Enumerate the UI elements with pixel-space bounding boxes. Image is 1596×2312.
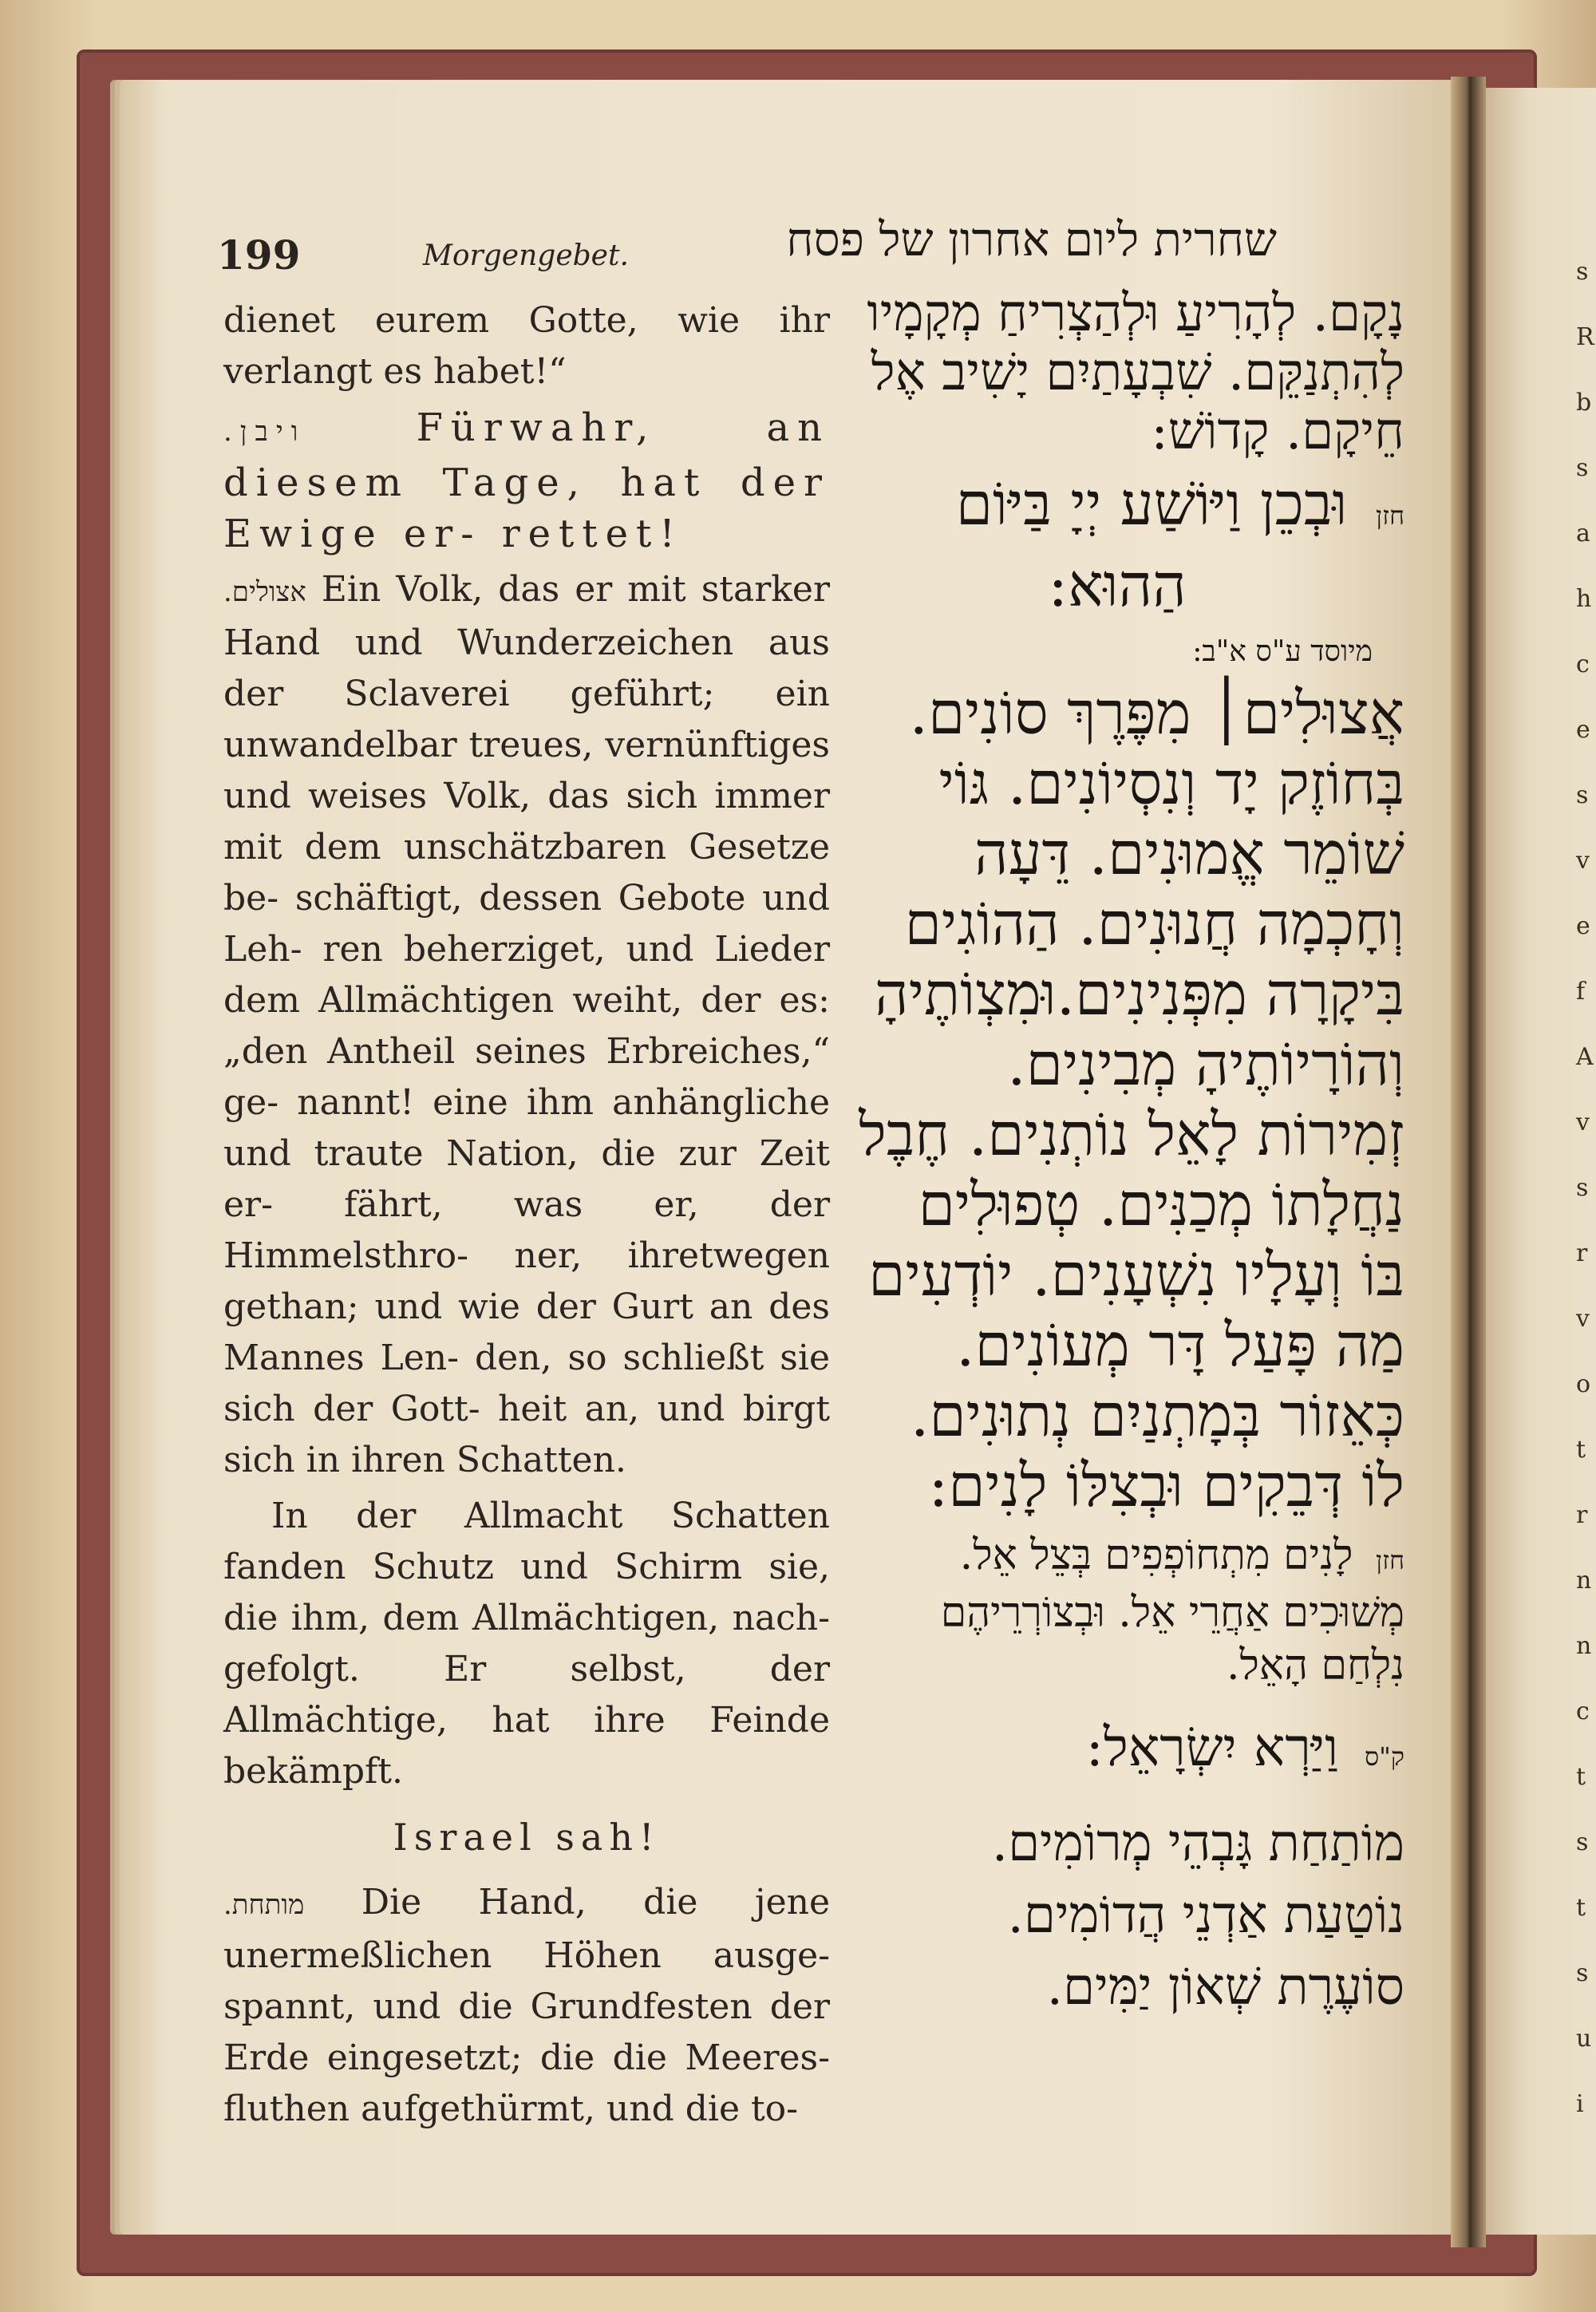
- german-paragraph-4: In der Allmacht Schatten fanden Schutz und Schirm sie, die ihm, dem Allmächtigen, nach- gefolgt. Er selbst, der Allmächtige, hat ihre Feinde bekämpft.: [223, 1496, 830, 1792]
- hazzan-cue: חזן: [1375, 1545, 1404, 1575]
- piyut-line: זְמִירוֹת לָאֵל נוֹתְנִים. חֶבֶל: [859, 1101, 1404, 1169]
- hebrew-running-header: שחרית ליום אחרון של פסח: [786, 212, 1277, 267]
- right-page-edge-text: [1576, 239, 1594, 2155]
- german-running-header: Morgengebet.: [423, 239, 629, 272]
- vayar-yisrael-title: וַיַּרְא יִשְׂרָאֵל:: [1085, 1717, 1338, 1778]
- piyut-line: לוֹ דְּבֵקִים וּבְצִלּוֹ לָנִים:: [928, 1452, 1404, 1520]
- hebrew-section-3-title: [830, 1716, 1404, 1788]
- right-page-edge-letter: f: [1576, 978, 1586, 1006]
- right-page-edge-letter: s: [1576, 1959, 1589, 1987]
- right-page-edge-letter: A: [1576, 1043, 1594, 1071]
- hebrew-line: חֵיקָם. קָדוֹשׁ:: [1151, 402, 1404, 461]
- hebrew-section-2-text: לָנִים מִתְחוֹפְפִים בְּצֵל אֵל.: [959, 1531, 1353, 1579]
- right-page-edge-letter: c: [1576, 650, 1590, 678]
- hazzan-cue: חזן: [1375, 500, 1404, 531]
- hebrew-section-3-line: מוֹתַחַת גָּבְהֵי מְרוֹמִים.: [991, 1814, 1404, 1873]
- hebrew-top-block: [830, 284, 1404, 461]
- german-paragraph-2-text: Fürwahr, an diesem Tage, hat der Ewige er- rettet!: [223, 405, 830, 556]
- right-page-edge-letter: b: [1576, 389, 1592, 417]
- hebrew-line: נָקָם. לְהָרִיעַ וּלְהַצְרִיחַ מְקָמָיו: [867, 284, 1404, 343]
- hebrew-cue-motachat: מותחת.: [223, 1889, 305, 1921]
- right-page-edge-letter: t: [1576, 1436, 1586, 1464]
- hebrew-verse-text: וּבְכֵן וַיּוֹשַׁע יְיָ בַּיּוֹם: [955, 470, 1348, 539]
- piyut-line: נַחֲלָתוֹ מְכַנִּים. טְפוּלִים: [918, 1171, 1404, 1239]
- german-paragraph-1: dienet eurem Gotte, wie ihr verlangt es habet!“: [223, 300, 830, 392]
- german-paragraph-5: [223, 1877, 830, 2135]
- piyut-line: מַה פָּעַל דָּר מְעוֹנִים.: [955, 1311, 1404, 1380]
- hebrew-cue-atsulim: אצולים.: [223, 576, 306, 608]
- piyut-line: וְחָכְמָה חֲנוּנִים. הַהוֹגִים: [904, 890, 1404, 958]
- hebrew-verse-line: [830, 469, 1404, 551]
- hebrew-cue-vayoshe: ויבן.: [223, 416, 306, 448]
- book-gutter: [1451, 77, 1486, 2247]
- piyut-line: בִּיקָרָה מִפְּנִינִים.וּמִצְוֹתֶיהָ: [875, 960, 1404, 1029]
- right-page-edge-letter: R: [1576, 323, 1594, 351]
- right-page-edge-letter: i: [1576, 2090, 1584, 2118]
- german-heading-israel-sah: Israel sah!: [393, 1816, 661, 1859]
- piyut-line: בּוֹ וְעָלָיו נִשְׁעָנִים. יוֹדְעִים: [868, 1241, 1404, 1310]
- german-paragraph-3: [223, 564, 830, 1486]
- right-page-edge-letter: t: [1576, 1763, 1586, 1791]
- right-page-edge-letter: r: [1576, 1239, 1588, 1267]
- hebrew-section-3: [830, 1808, 1404, 2023]
- right-page-edge-letter: c: [1576, 1697, 1590, 1725]
- right-page-edge-letter: h: [1576, 585, 1592, 613]
- piyut-block: [830, 678, 1404, 1521]
- hebrew-verse-block: [830, 469, 1404, 621]
- hebrew-section-2: [830, 1529, 1404, 1692]
- hebrew-section-3-line: סוֹעֶרֶת שְׁאוֹן יַמִּים.: [1046, 1958, 1404, 2017]
- hebrew-section-3-line: נוֹטַעַת אַדְנֵי הֲדוֹמִים.: [1007, 1886, 1404, 1945]
- piyut-acrostic-note: מיוסד ע"ס א"ב:: [1192, 635, 1373, 668]
- right-page-edge-letter: e: [1576, 716, 1590, 744]
- hebrew-column: [830, 276, 1404, 2023]
- piyut-line: כְּאֵזוֹר בְּמָתְנַיִם נְתוּנִים.: [910, 1381, 1404, 1450]
- right-page-edge-letter: r: [1576, 1501, 1588, 1529]
- kahal-cue: ק"ס: [1364, 1741, 1404, 1772]
- right-page-edge-letter: s: [1576, 454, 1589, 482]
- german-paragraph-2: [223, 402, 830, 559]
- piyut-line: בְּחוֹזֶק יָד וְנִסְיוֹנִים. גּוֹי: [938, 749, 1404, 818]
- right-page-edge-letter: n: [1576, 1632, 1592, 1660]
- piyut-line: וְהוֹרָיוֹתֶיהָ מְבִינִים.: [1007, 1030, 1404, 1099]
- piyut-line: שׁוֹמֵר אֱמוּנִים. דֵּעָה: [974, 820, 1404, 888]
- right-page-edge-letter: s: [1576, 1828, 1589, 1856]
- german-column: [223, 295, 830, 2140]
- hebrew-line: לְהִתְנַקֵּם. שִׁבְעָתַיִם יָשִׁיב אֶל: [871, 343, 1404, 402]
- hebrew-section-2-line: נִלְחַם הָאֵל.: [1227, 1642, 1404, 1690]
- right-page-edge-letter: e: [1576, 912, 1590, 940]
- hebrew-section-2-line: מְשׁוּכִים אַחֲרֵי אֵל. וּבְצוֹרְרֵיהֶם: [940, 1589, 1404, 1637]
- german-paragraph-3-text: Ein Volk, das er mit starker Hand und Wunderzeichen aus der Sclaverei geführt; ein unwandelbar treues, vernünftiges und weises Volk, das sich immer mit dem unschätzbaren Gesetze be- schäftigt, dessen Gebote und Leh- ren beherziget, und Lieder dem Allmächtigen weiht, der es: „den Antheil seines Erbreiches,“ ge- nannt! eine ihm anhängliche und traute Nation, die zur Zeit er- fährt, was er, der Himmelsthro- ner, ihretwegen gethan; und wie der Gurt an des Mannes Len- den, so schließt sie sich der Gott- heit an, und birgt sich in ihren Schatten.: [223, 569, 830, 1480]
- right-page-edge-letter: s: [1576, 1174, 1589, 1202]
- right-page-edge-letter: s: [1576, 258, 1589, 286]
- right-page-edge-letter: u: [1576, 2025, 1592, 2053]
- hebrew-section-2-line: [830, 1529, 1404, 1587]
- right-page-edge-letter: n: [1576, 1567, 1592, 1595]
- right-page-edge-letter: o: [1576, 1370, 1591, 1398]
- hebrew-verse-line: הַהוּא:: [1048, 551, 1187, 620]
- right-page-edge-letter: v: [1576, 1109, 1590, 1136]
- right-page-edge-letter: v: [1576, 847, 1590, 875]
- right-page-edge-letter: t: [1576, 1894, 1586, 1922]
- right-page-edge-letter: a: [1576, 520, 1590, 547]
- right-page-edge-letter: v: [1576, 1305, 1590, 1333]
- piyut-line: אֲצוּלִים׀ מִפֶּרֶךְ סוֹנִים.: [909, 679, 1404, 748]
- right-page-edge-letter: s: [1576, 781, 1589, 809]
- page-number: 199: [217, 231, 301, 279]
- german-paragraph-5-text: Die Hand, die jene unermeßlichen Höhen ausge- spannt, und die Grundfesten der Erde eingesetzt; die die Meeres- fluthen aufgethürmt, und die to-: [223, 1882, 830, 2129]
